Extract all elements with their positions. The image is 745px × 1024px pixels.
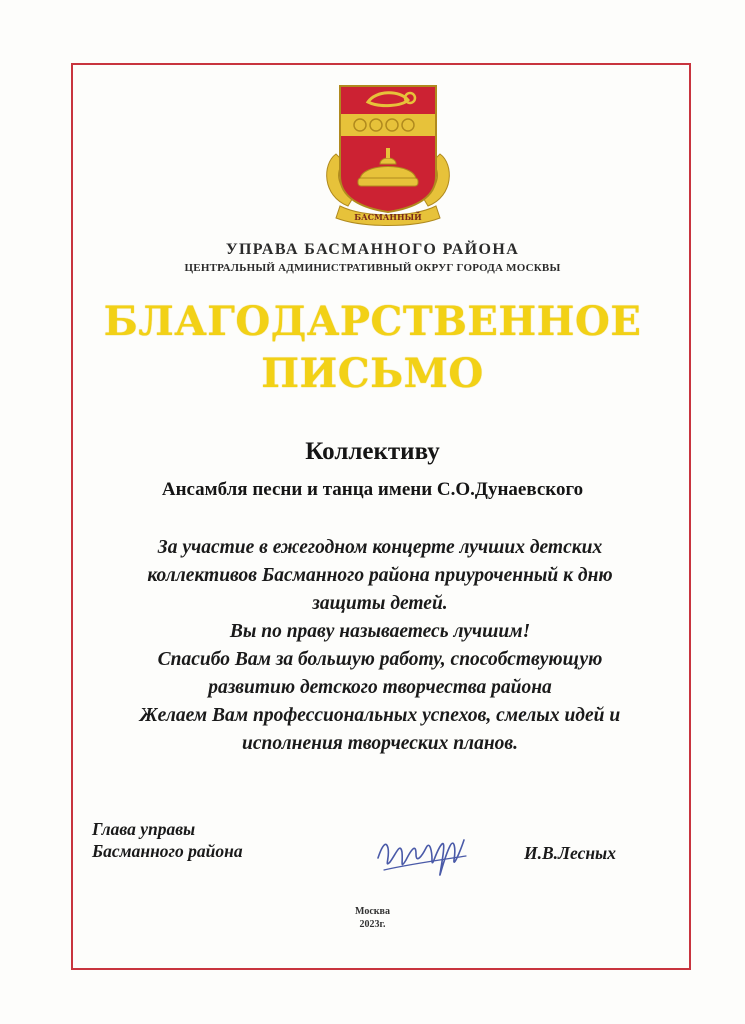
footer-city: Москва <box>355 906 390 917</box>
body-line: За участие в ежегодном концерте лучших детских <box>157 537 603 558</box>
emblem-ribbon-label: БАСМАННЫЙ <box>354 212 422 222</box>
body-line: защиты детей. <box>312 593 448 614</box>
title-line-1: БЛАГОДАРСТВЕННОЕ <box>103 298 642 345</box>
org-name: УПРАВА БАСМАННОГО РАЙОНА <box>225 241 520 258</box>
body-line: коллективов Басманного района приуроченный к дню <box>147 565 613 586</box>
body-line: Желаем Вам профессиональных успехов, смелых идей и <box>139 705 621 726</box>
signatory-name: И.В.Лесных <box>524 843 616 863</box>
footer-year: 2023г. <box>359 919 386 930</box>
letter-body <box>90 534 670 758</box>
org-district: ЦЕНТРАЛЬНЫЙ АДМИНИСТРАТИВНЫЙ ОКРУГ ГОРОДА МОСКВЫ <box>184 262 561 274</box>
signatory-role-line-2: Басманного района <box>92 841 243 861</box>
body-line: исполнения творческих планов. <box>242 733 518 754</box>
body-line: Спасибо Вам за большую работу, способствующую <box>157 649 603 670</box>
basmanny-coat-of-arms-icon <box>318 84 458 226</box>
handwritten-signature-icon <box>370 818 470 888</box>
title-line-2: ПИСЬМО <box>261 350 484 397</box>
recipient-heading: Коллективу <box>305 438 440 465</box>
signatory-role-line-1: Глава управы <box>92 819 196 839</box>
body-line: Вы по праву называетесь лучшим! <box>229 621 531 642</box>
body-line: развитию детского творчества района <box>208 677 552 698</box>
signatory-role <box>92 818 243 862</box>
recipient-name: Ансамбля песни и танца имени С.О.Дунаевского <box>161 479 584 500</box>
